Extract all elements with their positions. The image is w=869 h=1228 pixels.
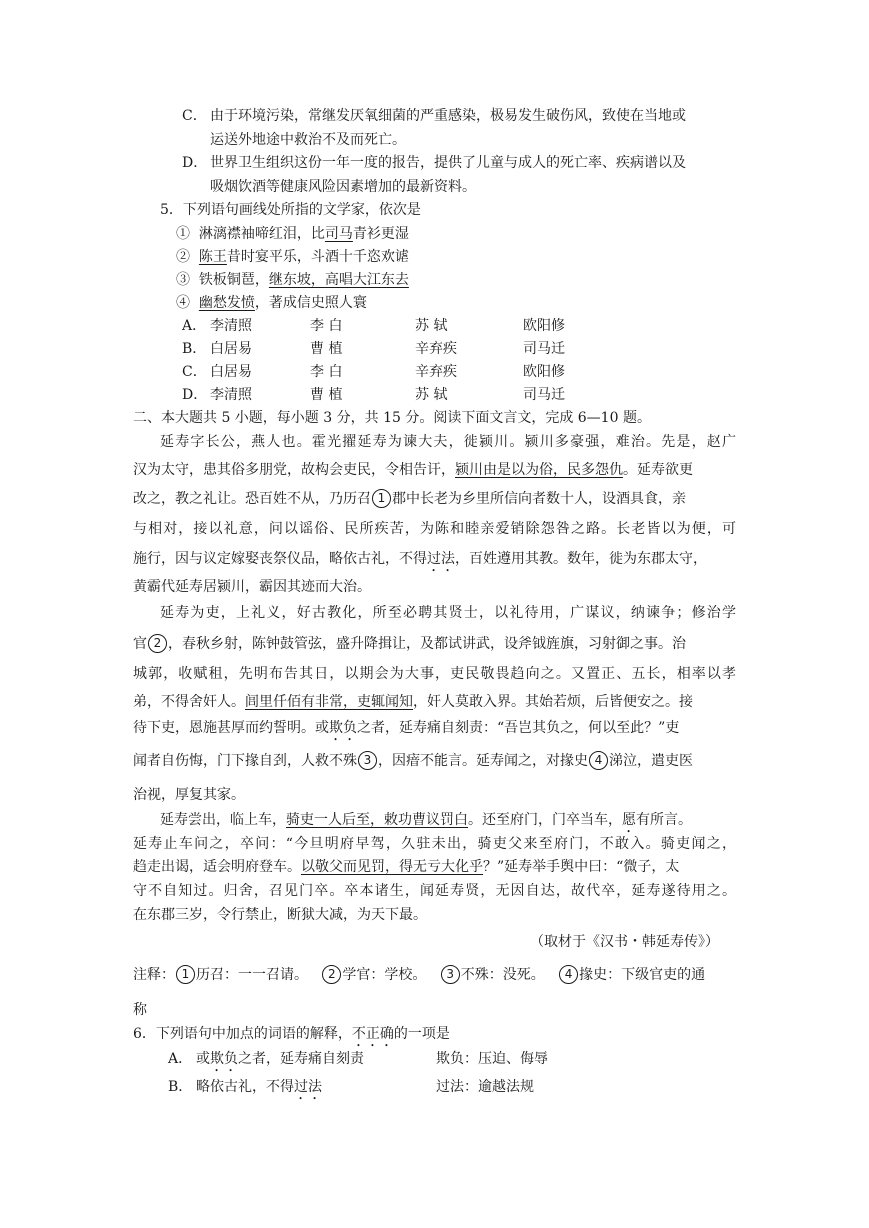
dotted-word: 过法 <box>427 551 455 567</box>
option-explanation: 欺负：压迫、侮辱 <box>436 1051 548 1067</box>
q6-option-b: B． 略依古礼，不得过法 过法：逾越法规 <box>168 1079 534 1095</box>
item-number: ② <box>176 249 190 265</box>
annotations-cont: 称 <box>133 1002 147 1018</box>
passage-line: 闻者自伤悔，门下掾自刭，人救不殊 3 ，因瘖不能言。延寿闻之，对掾史 4 涕泣，遣吏医 <box>133 753 693 769</box>
passage-line: 趋走出谒，适会明府登车。以敬父而见罚，得无亏大化乎？”延寿举手舆中曰：“微子，太 <box>133 859 680 875</box>
underlined-sentence: 闾里仟佰有非常，吏辄闻知 <box>245 694 413 710</box>
q5-option-b: B． 白居易 曹 植 辛弃疾 司马迁 <box>182 341 565 357</box>
passage-line: 改之，教之礼让。恐百姓不从，乃历召 1 郡中长老为乡里所信向者数十人，设酒具食，亲 <box>133 491 686 507</box>
passage-line: 延寿尝出，临上车，骑吏一人后至，敕功曹议罚白。还至府门，门卒当车，愿有所言。 <box>160 812 692 828</box>
section-heading: 二、本大题共 5 小题，每小题 3 分，共 15 分。阅读下面文言文，完成 6—10 题。 <box>133 410 651 426</box>
option-label: C． <box>182 108 207 124</box>
item-number: ① <box>176 226 190 242</box>
underlined-sentence: 颍川由是以为俗，民多怨仇 <box>455 462 623 478</box>
q4-option-c-cont: 运送外地途中救治不及而死亡。 <box>210 132 406 148</box>
underlined-text: 陈王 <box>198 249 227 265</box>
q5-item-4: ④ 幽愁发愤，著成信史照人寰 <box>176 295 367 311</box>
underlined-sentence: 骑吏一人后至，敕功曹议罚白 <box>286 812 468 828</box>
underlined-sentence: 以敬父而见罚，得无亏大化乎 <box>301 859 483 875</box>
dotted-word: 欺负 <box>329 720 357 736</box>
dotted-word: 欺负 <box>210 1051 238 1067</box>
annotations: 注释： 1 历召：一一召请。 2 学官：学校。 3 不殊：没死。 4 掾史：下级官吏的通 <box>133 967 706 983</box>
q4-option-c <box>182 106 686 126</box>
underlined-text: 司马 <box>324 226 353 242</box>
passage-line: 施行，因与议定嫁娶丧祭仪品，略依古礼，不得过法，百姓遵用其教。数年，徙为东郡太守， <box>133 551 707 567</box>
source-citation: （取材于《汉书・韩延寿传》） <box>530 934 719 950</box>
q5-item-1: ① 淋漓襟袖啼红泪，比司马青衫更湿 <box>176 226 409 242</box>
option-text: 世界卫生组织这份一年一度的报告，提供了儿童与成人的死亡率、疾病谱以及 <box>210 155 686 171</box>
q5-option-c: C． 白居易 李 白 辛弃疾 欧阳修 <box>182 364 565 380</box>
q4-option-d-cont: 吸烟饮酒等健康风险因素增加的最新资料。 <box>210 179 476 195</box>
note-marker-2: 2 <box>322 965 341 984</box>
passage-line: 在东郡三岁，令行禁止，断狱大减，为天下最。 <box>133 907 427 923</box>
passage-line: 延寿为吏，上礼义，好古教化，所至必聘其贤士，以礼待用，广谋议，纳谏争；修治学 <box>160 605 736 621</box>
passage-line: 汉为太守，患其俗多朋党，故构会吏民，令相告讦，颍川由是以为俗，民多怨仇。延寿欲更 <box>133 462 693 478</box>
footnote-marker-3: 3 <box>358 751 377 770</box>
passage-line: 城郭，收赋租，先明布告其日，以期会为大事，吏民敬畏趋向之。又置正、五长，相率以孝 <box>133 666 736 682</box>
note-marker-1: 1 <box>176 965 195 984</box>
item-number: ③ <box>176 272 190 288</box>
q5-stem: 5．下列语句画线处所指的文学家，依次是 <box>160 202 421 218</box>
passage-line: 黄霸代延寿居颍川，霸因其迹而大治。 <box>133 579 371 595</box>
passage-line: 与相对，接以礼意，问以谣俗、民所疾苦，为陈和睦亲爱销除怨咎之路。长老皆以为便，可 <box>133 521 736 537</box>
dotted-word: 愿 <box>622 812 636 828</box>
option-explanation: 过法：逾越法规 <box>436 1079 534 1095</box>
dotted-word: 不正确 <box>351 1026 394 1042</box>
q5-item-2: ② 陈王昔时宴平乐，斗酒十千恣欢谑 <box>176 249 409 265</box>
passage-line: 待下吏，恩施甚厚而约誓明。或欺负之者，延寿痛自刻责：“吾岂其负之，何以至此？”吏 <box>133 720 680 736</box>
q6-stem: 6．下列语句中加点的词语的解释，不正确的一项是 <box>133 1026 450 1042</box>
dotted-word: 过法 <box>294 1079 322 1095</box>
q5-option-a: A． 李清照 李 白 苏 轼 欧阳修 <box>182 318 565 334</box>
footnote-marker-2: 2 <box>148 634 167 653</box>
q6-option-a: A． 或欺负之者，延寿痛自刻责 欺负：压迫、侮辱 <box>168 1051 548 1067</box>
passage-line: 官 2 ，春秋乡射，陈钟鼓管弦，盛升降揖让，及都试讲武，设斧钺旌旗，习射御之事。治 <box>133 636 686 652</box>
passage-line: 延寿止车问之，卒问：“今旦明府早驾，久驻未出，骑吏父来至府门，不敢入。骑吏闻之， <box>133 836 736 852</box>
option-text: 由于环境污染，常继发厌氧细菌的严重感染，极易发生破伤风，致使在当地或 <box>210 108 686 124</box>
footnote-marker-4: 4 <box>589 751 608 770</box>
footnote-marker-1: 1 <box>372 489 391 508</box>
q5-item-3: ③ 铁板铜琶，继东坡，高唱大江东去 <box>176 272 409 288</box>
passage-line: 弟，不得舍奸人。闾里仟佰有非常，吏辄闻知，奸人莫敢入界。其始若烦，后皆便安之。接 <box>133 694 693 710</box>
option-label: D． <box>182 155 208 171</box>
q5-option-d: D． 李清照 曹 植 苏 轼 司马迁 <box>182 387 565 403</box>
q4-option-d <box>182 153 686 173</box>
passage-line: 延寿字长公，燕人也。霍光擢延寿为谏大夫，徙颍川。颍川多豪强，难治。先是，赵广 <box>160 434 736 450</box>
passage-line: 治视，厚复其家。 <box>133 787 245 803</box>
passage-line: 守不自知过。归舍，召见门卒。卒本诸生，闻延寿贤，无因自达，故代卒，延寿遂待用之。 <box>133 883 736 899</box>
underlined-text: 继东坡，高唱大江东去 <box>268 272 409 288</box>
note-marker-4: 4 <box>559 965 578 984</box>
note-marker-3: 3 <box>441 965 460 984</box>
item-number: ④ <box>176 295 190 311</box>
underlined-text: 幽愁发愤 <box>198 295 255 311</box>
